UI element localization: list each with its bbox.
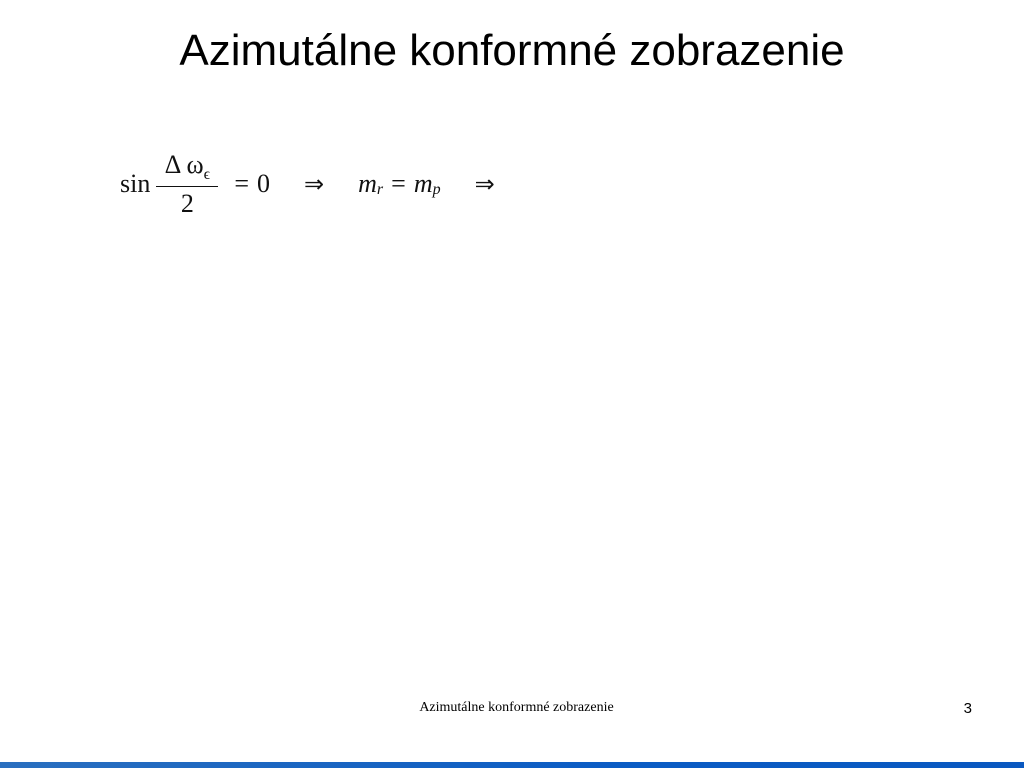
implies-arrow-1: ⇒	[304, 171, 325, 198]
slide-title: Azimutálne konformné zobrazenie	[179, 26, 845, 75]
delta-symbol: Δ	[164, 149, 180, 179]
m-variable-1: m	[358, 169, 377, 198]
equals-sign: =	[234, 169, 250, 198]
omega-symbol: ω	[186, 149, 204, 179]
r-subscript: r	[376, 181, 384, 198]
epsilon-subscript: ϵ	[203, 165, 211, 183]
fraction	[156, 151, 218, 218]
page-number: 3	[963, 700, 972, 717]
formula	[120, 148, 529, 220]
zero-value: 0	[257, 169, 271, 198]
m-variable-2: m	[413, 169, 433, 198]
footer-title: Azimutálne konformné zobrazenie	[419, 700, 614, 715]
fraction-numerator	[163, 151, 212, 186]
implies-arrow-2: ⇒	[474, 171, 495, 198]
p-subscript: p	[432, 181, 441, 198]
footer-accent-bar	[0, 762, 1024, 768]
sin-function: sin	[120, 169, 151, 198]
fraction-denominator: 2	[180, 188, 194, 218]
equals-sign-2: =	[391, 169, 406, 198]
